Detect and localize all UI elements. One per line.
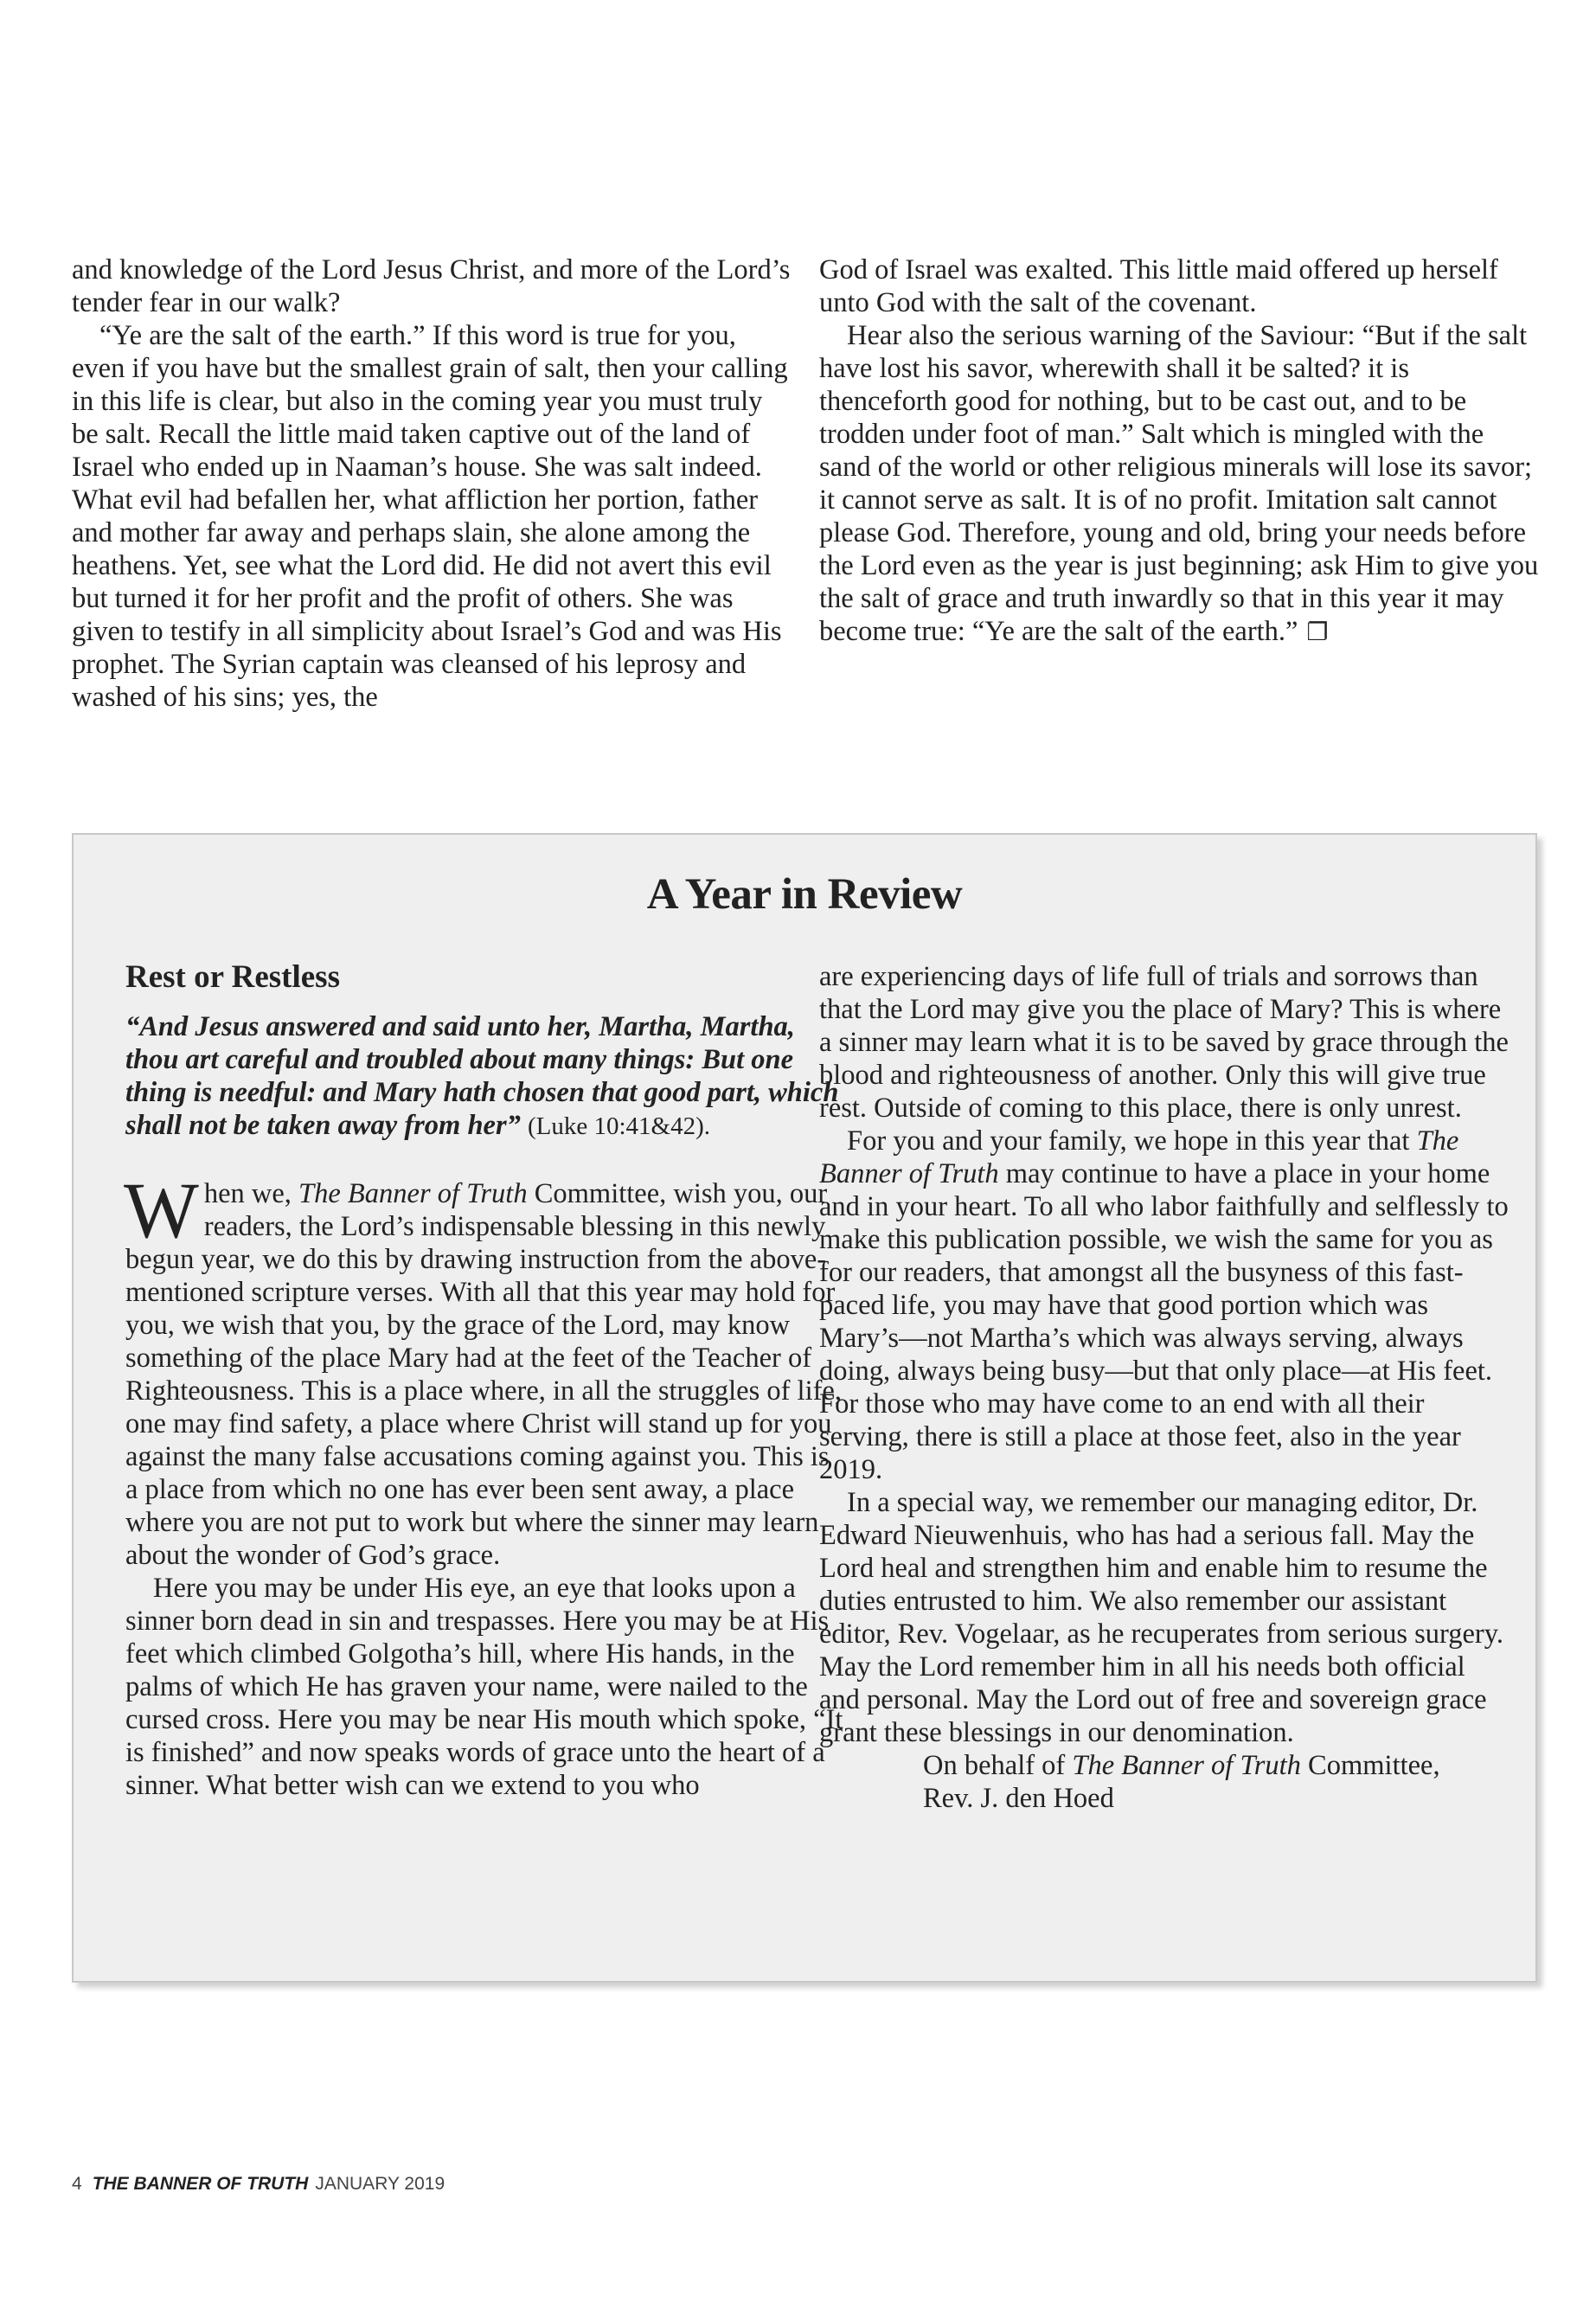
signature-text-a: On behalf of: [923, 1750, 1073, 1781]
review-paragraph-4-text-b: may continue to have a place in your home and in your heart. To all who labor faithfully and selflessly to make this publication possible, we wish the same for you as for our readers, that amongst all the busyness of this fast-paced life, you may have that good portion which was Mary’s—not Martha’s which was always serving, always doing, always being busy—but that only place—at His feet. For those who may have come to an end with all their serving, there is still a place at those feet, also in the year 2019.: [819, 1158, 1509, 1485]
top-left-paragraph-1: and knowledge of the Lord Jesus Christ, and more of the Lord’s tender fear in our walk?: [72, 254, 791, 318]
signature-name: Rev. J. den Hoed: [923, 1783, 1114, 1814]
review-paragraph-3: are experiencing days of life full of trials and sorrows than that the Lord may give you the place of Mary? This is where a sinner may learn what it is to be saved by grace through the blood and righteousness of another. Only this will give true rest. Outside of coming to this place, there is only unrest.: [819, 961, 1509, 1124]
top-article-left-column: [72, 253, 792, 714]
scripture-quote: [125, 1010, 843, 1143]
top-right-paragraph-1: God of Israel was exalted. This little maid offered up herself unto God with the salt of the covenant.: [819, 254, 1498, 318]
top-right-paragraph-2-text: Hear also the serious warning of the Saviour: “But if the salt have lost his savor, wherewith shall it be salted? it is thenceforth good for nothing, but to be cast out, and to be trodden under foot of man.” Salt which is mingled with the sand of the world or other religious minerals will lose its savor; it cannot serve as salt. It is of no profit. Imitation salt cannot please God. Therefore, young and old, bring your needs before the Lord even as the year is just beginning; ask Him to give you the salt of grace and truth inwardly so that in this year it may become true: “Ye are the salt of the earth.”: [819, 320, 1539, 647]
review-title: A Year in Review: [646, 870, 963, 919]
page-number: 4: [72, 2174, 82, 2194]
top-left-paragraph-2: “Ye are the salt of the earth.” If this word is true for you, even if you have but the smallest grain of salt, then your calling in this life is clear, but also in the coming year you must truly be salt. Recall the little maid taken captive out of the land of Israel who ended up in Naaman’s house. She was salt indeed. What evil had befallen her, what affliction her portion, father and mother far away and perhaps slain, she alone among the heathens. Yet, see what the Lord did. He did not avert this evil but turned it for her profit and the profit of others. She was given to testify in all simplicity about Israel’s God and was His prophet. The Syrian captain was cleansed of his leprosy and washed of his sins; yes, the: [72, 320, 788, 713]
review-paragraph-2: Here you may be under His eye, an eye that looks upon a sinner born dead in sin and trespasses. Here you may be at His feet which climbed Golgotha’s hill, where His hands, in the palms of which He has graven your name, were nailed to the cursed cross. Here you may be near His mouth which spoke, “It is finished” and now speaks words of grace unto the heart of a sinner. What better wish can we extend to you who: [125, 1573, 843, 1801]
issue-date: JANUARY 2019: [315, 2174, 445, 2194]
year-in-review-box: [72, 833, 1537, 1983]
quote-text: “And Jesus answered and said unto her, Martha, Martha, thou art careful and troubled about many things: But one thing is needful: and Mary hath chosen that good part, which shall not be taken away from her”: [125, 1011, 839, 1141]
page-footer: [72, 2174, 445, 2195]
end-of-article-icon: ❐: [1306, 618, 1329, 646]
drop-cap: W: [124, 1166, 199, 1254]
top-right-paragraph-2: [819, 319, 1539, 649]
review-paragraph-4-text-a: For you and your family, we hope in this year that: [847, 1125, 1417, 1157]
review-paragraph-4: [819, 1125, 1511, 1486]
publication-name: THE BANNER OF TRUTH: [92, 2174, 309, 2194]
publication-name-italic: The Banner of Truth: [1072, 1750, 1301, 1781]
section-heading: Rest or Restless: [125, 959, 340, 995]
review-paragraph-5: In a special way, we remember our managing editor, Dr. Edward Nieuwenhuis, who has had a serious fall. May the Lord heal and strengthen him and enable him to resume the duties entrusted to him. We also remember our assistant editor, Rev. Vogelaar, as he recuperates from serious surgery. May the Lord remember him in all his needs both official and personal. May the Lord out of free and sovereign grace grant these blessings in our denomination.: [819, 1487, 1503, 1748]
review-left-column: [125, 960, 843, 1802]
review-right-column: [819, 960, 1511, 1815]
signature-text-b: Committee,: [1300, 1750, 1440, 1781]
review-paragraph-1: [124, 1166, 843, 1572]
review-paragraph-1-text-a: hen we,: [203, 1178, 299, 1209]
quote-reference: (Luke 10:41&42).: [527, 1112, 710, 1140]
signature-line: [819, 1749, 1511, 1782]
publication-name-italic: The Banner of Truth: [298, 1178, 528, 1209]
publication-name-italic: The Banner of Truth: [819, 1125, 1459, 1189]
top-article-right-column: [819, 253, 1539, 649]
review-paragraph-1-text-b: Committee, wish you, our readers, the Lord’s indispensable blessing in this newly begun year, we do this by drawing instruction from the above-mentioned scripture verses. With all that this year may hold for you, we wish that you, by the grace of the Lord, may know something of the place Mary had at the feet of the Teacher of Righteousness. This is a place where, in all the struggles of life, one may find safety, a place where Christ will stand up for you against the many false accusations coming against you. This is a place from which no one has ever been sent away, a place where you are not put to work but where the sinner may learn about the wonder of God’s grace.: [125, 1178, 842, 1571]
